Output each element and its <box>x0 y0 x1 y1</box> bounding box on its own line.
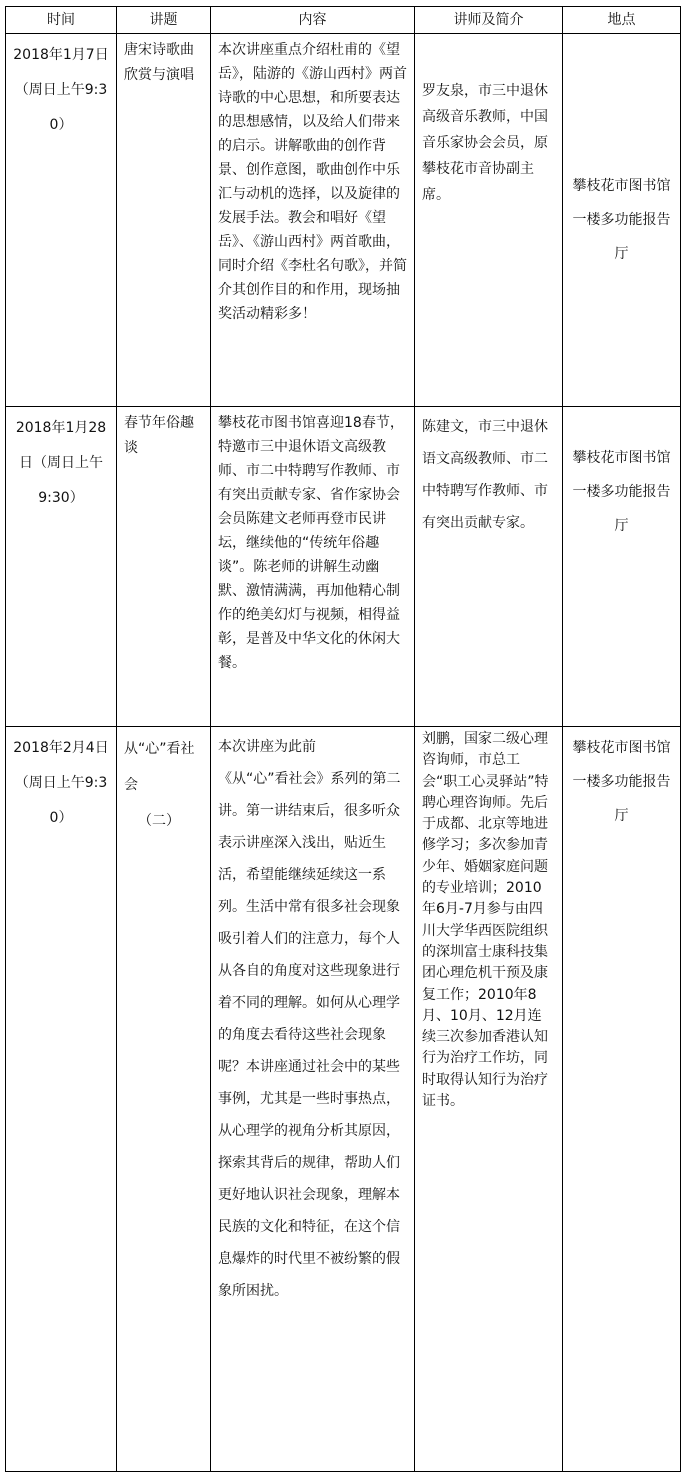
header-topic: 讲题 <box>117 7 211 34</box>
lecture-topic: 唐宋诗歌曲欣赏与演唱 <box>117 34 211 407</box>
lecture-place: 攀枝花市图书馆一楼多功能报告厅 <box>563 727 681 1472</box>
lecture-topic: 从“心”看社会 <box>124 741 195 793</box>
lecture-content-cell <box>211 727 415 1472</box>
lecture-content: 攀枝花市图书馆喜迎18春节，特邀市三中退休语文高级教师、市二中特聘写作教师、市有突出贡献专家、省作家协会会员陈建文老师再登市民讲坛，继续他的“传统年俗趣谈”。陈老师的讲解生动幽默、激情满满，再加他精心制作的绝美幻灯与视频，相得益彰，是普及中华文化的休闲大餐。 <box>211 407 415 727</box>
lecture-time: 2018年1月7日（周日上午9:30） <box>6 34 117 407</box>
header-place: 地点 <box>563 7 681 34</box>
table-row <box>6 34 681 407</box>
lecture-content-intro: 本次讲座为此前 <box>218 739 316 755</box>
lecture-speaker: 罗友泉，市三中退休高级音乐教师，中国音乐家协会会员，原攀枝花市音协副主席。 <box>415 34 563 407</box>
lecture-topic: 春节年俗趣谈 <box>117 407 211 727</box>
header-time: 时间 <box>6 7 117 34</box>
header-speaker: 讲师及简介 <box>415 7 563 34</box>
lecture-content: 本次讲座重点介绍杜甫的《望岳》，陆游的《游山西村》两首诗歌的中心思想，和所要表达的思想感情，以及给人们带来的启示。讲解歌曲的创作背景、创作意图，歌曲创作中乐汇与动机的选择，以及旋律的发展手法。教会和唱好《望岳》、《游山西村》两首歌曲，同时介绍《李杜名句歌》，并简介其创作目的和作用，现场抽奖活动精彩多！ <box>211 34 415 407</box>
lecture-place: 攀枝花市图书馆一楼多功能报告厅 <box>563 34 681 407</box>
header-row <box>6 7 681 34</box>
lecture-speaker: 刘鹏，国家二级心理咨询师，市总工会“职工心灵驿站”特聘心理咨询师。先后于成都、北京等地进修学习；多次参加青少年、婚姻家庭问题的专业培训；2010年6月-7月参与由四川大学华西医院组织的深圳富士康科技集团心理危机干预及康复工作；2010年8月、10月、12月连续三次参加香港认知行为治疗工作坊，同时取得认知行为治疗证书。 <box>415 727 563 1472</box>
table-row <box>6 727 681 1472</box>
lecture-schedule-table <box>5 6 681 1472</box>
lecture-time: 2018年1月28日（周日上午9:30） <box>6 407 117 727</box>
lecture-time: 2018年2月4日（周日上午9:30） <box>6 727 117 1472</box>
lecture-topic-cell <box>117 727 211 1472</box>
table-row <box>6 407 681 727</box>
header-content: 内容 <box>211 7 415 34</box>
lecture-place: 攀枝花市图书馆一楼多功能报告厅 <box>563 407 681 727</box>
lecture-topic-sub: （二） <box>138 813 180 829</box>
lecture-content: 《从“心”看社会》系列的第二讲。第一讲结束后，很多听众表示讲座深入浅出，贴近生活，希望能继续延续这一系列。生活中常有很多社会现象吸引着人们的注意力，每个人从各自的角度对这些现象进行着不同的理解。如何从心理学的角度去看待这些社会现象呢？本讲座通过社会中的某些事例，尤其是一些时事热点，从心理学的视角分析其原因，探索其背后的规律，帮助人们更好地认识社会现象，理解本民族的文化和特征，在这个信息爆炸的时代里不被纷繁的假象所困扰。 <box>218 771 401 1299</box>
lecture-speaker: 陈建文，市三中退休语文高级教师、市二中特聘写作教师、市有突出贡献专家。 <box>415 407 563 727</box>
